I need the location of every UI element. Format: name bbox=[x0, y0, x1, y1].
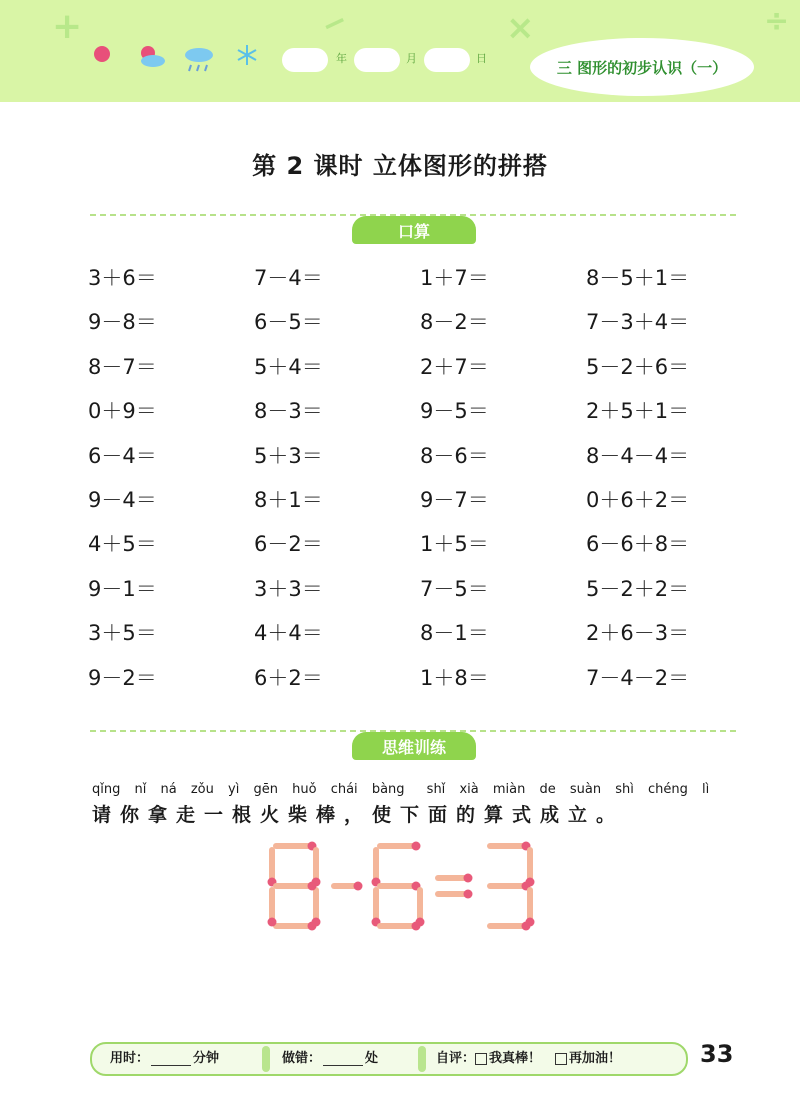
option1-checkbox[interactable] bbox=[475, 1053, 487, 1065]
pinyin-syllable: gēn bbox=[253, 782, 278, 797]
problem: 5＋3＝ bbox=[254, 443, 323, 468]
option2-label: 再加油！ bbox=[569, 1051, 622, 1066]
instruction-text: 请你拿走一根火柴棒，使下面的算式成立。 bbox=[92, 804, 625, 826]
pinyin-syllable: shì bbox=[615, 782, 634, 797]
month-field[interactable] bbox=[354, 48, 400, 72]
pinyin-syllable: chéng bbox=[648, 782, 688, 797]
pinyin-syllable: nǐ bbox=[134, 782, 147, 797]
pinyin-syllable: miàn bbox=[492, 782, 526, 797]
pinyin-syllable: bàng bbox=[371, 782, 405, 797]
problem: 8＋1＝ bbox=[254, 487, 323, 512]
footer-bar bbox=[90, 1042, 688, 1076]
problem: 3＋5＝ bbox=[88, 621, 157, 646]
problem: 6－2＝ bbox=[254, 532, 323, 557]
self-eval-label: 自评： bbox=[436, 1051, 476, 1066]
problem: 9－7＝ bbox=[420, 487, 489, 512]
matchstick-head bbox=[308, 882, 317, 891]
pinyin-syllable: de bbox=[539, 782, 556, 797]
pinyin-syllable: chái bbox=[330, 782, 358, 797]
day-label: 日 bbox=[476, 52, 487, 65]
problem: 3＋3＝ bbox=[254, 576, 323, 601]
problem: 9－5＝ bbox=[420, 399, 489, 424]
problem: 8－6＝ bbox=[420, 443, 489, 468]
pinyin-syllable: ná bbox=[160, 782, 177, 797]
footer-divider bbox=[418, 1046, 426, 1072]
problem: 2＋6－3＝ bbox=[586, 621, 690, 646]
time-label: 用时： bbox=[110, 1051, 150, 1066]
matchstick-head bbox=[412, 842, 421, 851]
problem: 0＋6＋2＝ bbox=[586, 487, 690, 512]
matchstick-head bbox=[522, 922, 531, 931]
problem: 8－2＝ bbox=[420, 310, 489, 335]
lesson-title: 第 2 课时 立体图形的拼搭 bbox=[252, 152, 548, 180]
problem: 9－1＝ bbox=[88, 576, 157, 601]
problem: 2＋5＋1＝ bbox=[586, 399, 690, 424]
snowflake-icon[interactable] bbox=[236, 44, 258, 66]
pinyin-syllable: qǐng bbox=[92, 782, 121, 797]
problem: 1＋5＝ bbox=[420, 532, 489, 557]
time-field bbox=[110, 1048, 219, 1070]
unit-title: 三 图形的初步认识（一） bbox=[530, 38, 754, 96]
footer-divider bbox=[262, 1046, 270, 1072]
pinyin-syllable: lì bbox=[702, 782, 710, 797]
problem: 7－3＋4＝ bbox=[586, 310, 690, 335]
errors-field bbox=[282, 1048, 378, 1070]
year-label: 年 bbox=[336, 52, 347, 65]
year-field[interactable] bbox=[282, 48, 328, 72]
divide-decoration-icon: ÷ bbox=[764, 4, 790, 39]
pinyin-syllable: huǒ bbox=[292, 782, 317, 797]
pinyin-syllable: xià bbox=[459, 782, 479, 797]
section-tab-oral-calc: 口算 bbox=[352, 216, 476, 244]
errors-label: 做错： bbox=[282, 1051, 322, 1066]
problem: 7－5＝ bbox=[420, 576, 489, 601]
errors-blank[interactable] bbox=[323, 1051, 363, 1066]
problem: 4＋4＝ bbox=[254, 621, 323, 646]
time-blank[interactable] bbox=[151, 1051, 191, 1066]
problem: 0＋9＝ bbox=[88, 399, 157, 424]
matchstick-head bbox=[268, 918, 277, 927]
problem: 7－4＝ bbox=[254, 266, 323, 290]
pinyin-syllable: shǐ bbox=[426, 782, 446, 797]
matchstick-equation bbox=[260, 838, 560, 938]
problem: 1＋7＝ bbox=[420, 266, 489, 290]
section-tab-thinking: 思维训练 bbox=[352, 732, 476, 760]
sun-icon[interactable] bbox=[92, 44, 112, 64]
option1-label: 我真棒！ bbox=[489, 1051, 542, 1066]
matchstick-head bbox=[354, 882, 363, 891]
times-decoration-icon: × bbox=[506, 8, 535, 48]
problem: 5＋4＝ bbox=[254, 354, 323, 379]
problem: 9－8＝ bbox=[88, 310, 157, 335]
problem: 2＋7＝ bbox=[420, 354, 489, 379]
problem-grid bbox=[88, 258, 748, 702]
problem: 6－6＋8＝ bbox=[586, 532, 690, 557]
problem: 8－5＋1＝ bbox=[586, 266, 690, 290]
plus-decoration-icon: + bbox=[52, 6, 83, 47]
pinyin-line bbox=[92, 782, 719, 797]
problem: 9－4＝ bbox=[88, 487, 157, 512]
pinyin-syllable: zǒu bbox=[190, 782, 214, 797]
problem: 8－7＝ bbox=[88, 354, 157, 379]
problem: 5－2＋2＝ bbox=[586, 576, 690, 601]
problem: 6－4＝ bbox=[88, 443, 157, 468]
page-number: 33 bbox=[700, 1040, 734, 1068]
day-field[interactable] bbox=[424, 48, 470, 72]
matchstick-head bbox=[416, 918, 425, 927]
problem: 5－2＋6＝ bbox=[586, 354, 690, 379]
problem: 8－1＝ bbox=[420, 621, 489, 646]
matchstick-head bbox=[464, 874, 473, 883]
problem: 4＋5＝ bbox=[88, 532, 157, 557]
problem: 8－4－4＝ bbox=[586, 443, 690, 468]
problem: 9－2＝ bbox=[88, 665, 157, 690]
errors-unit: 处 bbox=[365, 1051, 379, 1066]
problem: 3＋6＝ bbox=[88, 266, 157, 290]
option2-checkbox[interactable] bbox=[555, 1053, 567, 1065]
time-unit: 分钟 bbox=[193, 1051, 220, 1066]
self-eval-field bbox=[436, 1048, 621, 1070]
partly-cloudy-icon[interactable] bbox=[136, 44, 168, 70]
month-label: 月 bbox=[406, 52, 417, 65]
problem: 1＋8＝ bbox=[420, 665, 489, 690]
problem: 8－3＝ bbox=[254, 399, 323, 424]
problem: 7－4－2＝ bbox=[586, 665, 690, 690]
matchstick-head bbox=[464, 890, 473, 899]
rain-icon[interactable] bbox=[182, 44, 216, 74]
matchstick-head bbox=[308, 922, 317, 931]
minus-decoration-icon: − bbox=[315, 2, 354, 45]
pinyin-syllable: yì bbox=[228, 782, 240, 797]
problem: 6＋2＝ bbox=[254, 665, 323, 690]
pinyin-syllable: suàn bbox=[569, 782, 602, 797]
problem: 6－5＝ bbox=[254, 310, 323, 335]
